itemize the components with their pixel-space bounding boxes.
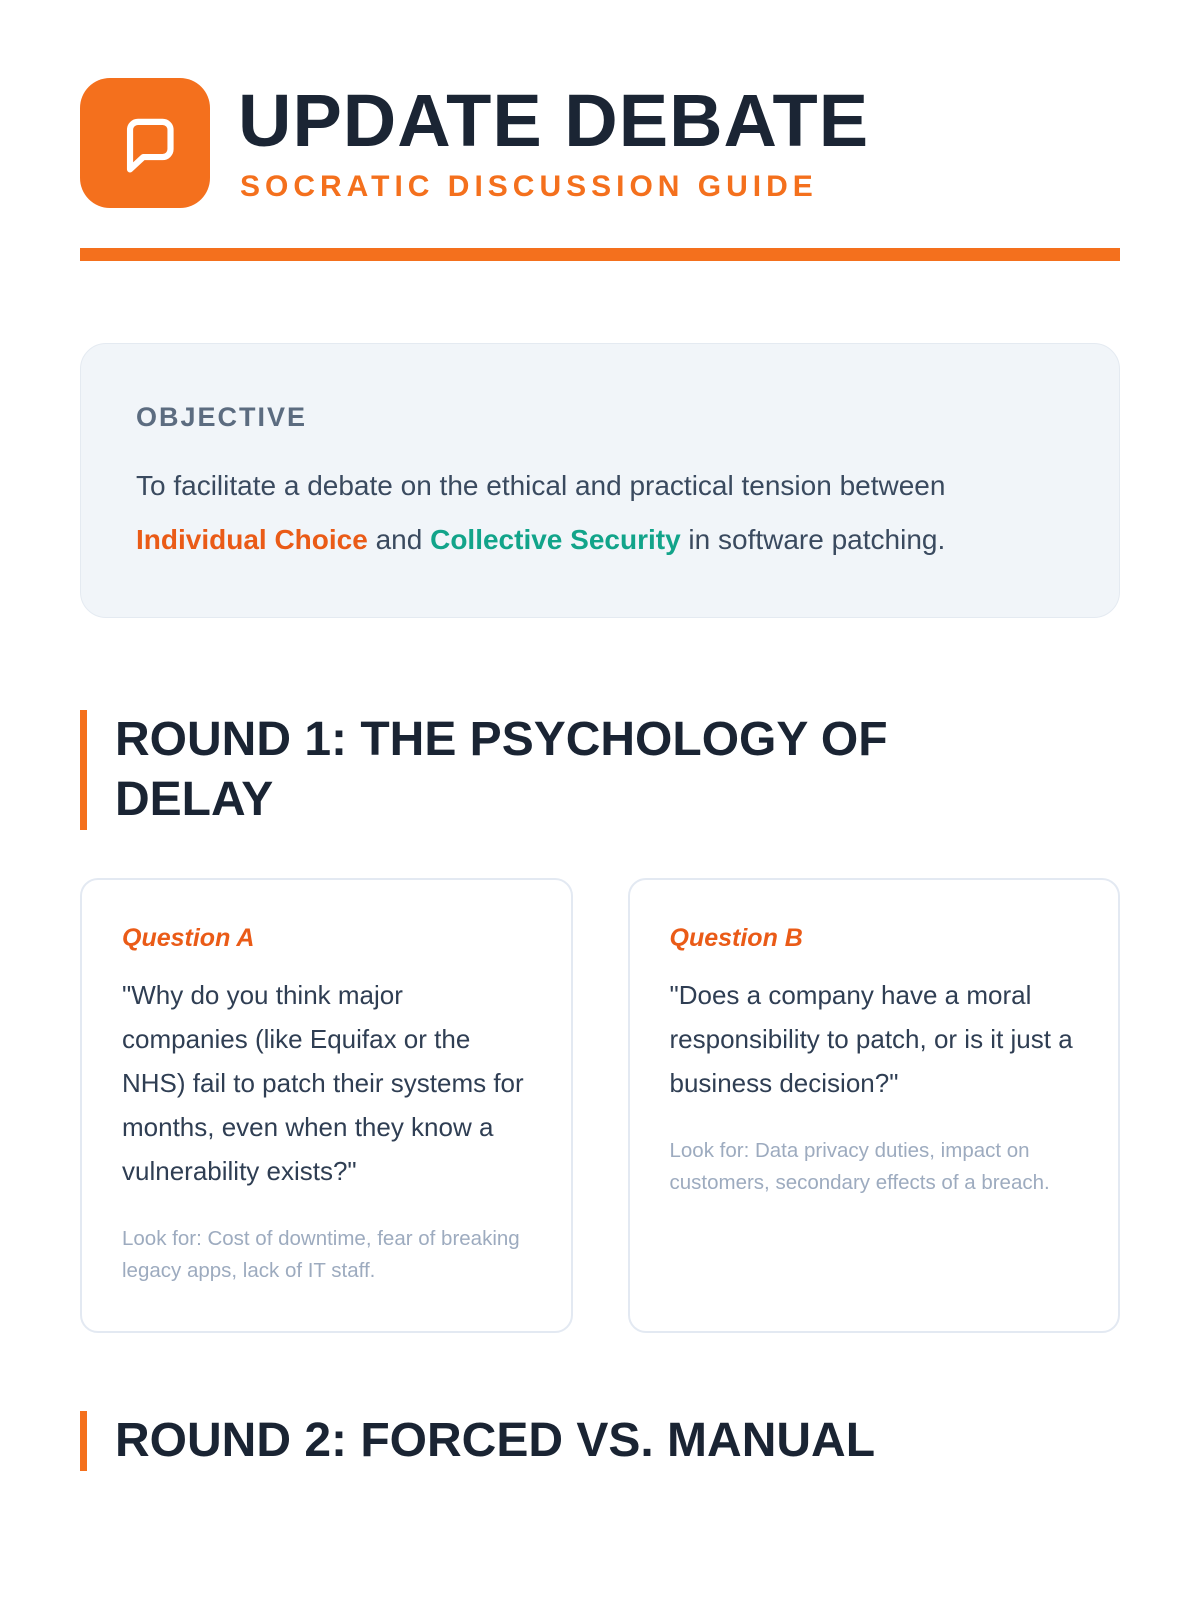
question-b-quote: "Does a company have a moral responsibility to patch, or is it just a business decision?" xyxy=(669,979,1073,1098)
page-subtitle: SOCRATIC DISCUSSION GUIDE xyxy=(240,170,818,203)
logo xyxy=(80,78,210,208)
brand-text xyxy=(238,78,869,204)
header xyxy=(80,78,1120,208)
round-1-cards xyxy=(80,878,1120,1333)
question-a-label: Question A xyxy=(122,923,255,952)
question-card-b xyxy=(628,878,1121,1333)
chat-bubble-icon xyxy=(101,99,189,187)
round-1-heading: ROUND 1: THE PSYCHOLOGY OF DELAY xyxy=(80,710,1000,830)
objective-heading: OBJECTIVE xyxy=(136,402,308,432)
divider-rule xyxy=(80,248,1120,261)
page-title: UPDATE DEBATE xyxy=(238,79,870,162)
round-2-heading: ROUND 2: FORCED VS. MANUAL xyxy=(80,1411,1000,1471)
objective-panel xyxy=(80,343,1120,618)
highlight-individual-choice: Individual Choice xyxy=(136,523,368,555)
question-b-look-for: Look for: Data privacy duties, impact on customers, secondary effects of a breach. xyxy=(669,1139,1050,1194)
highlight-collective-security: Collective Security xyxy=(430,523,681,555)
question-card-a xyxy=(80,878,573,1333)
question-b-label: Question B xyxy=(669,923,803,952)
objective-text-after: in software patching. xyxy=(680,523,946,555)
question-a-look-for: Look for: Cost of downtime, fear of breaking legacy apps, lack of IT staff. xyxy=(122,1227,520,1283)
question-a-quote: "Why do you think major companies (like Equifax or the NHS) fail to patch their systems for months, even when they know a vulnerability exists?" xyxy=(122,979,524,1187)
objective-text xyxy=(136,459,1064,567)
objective-text-before: To facilitate a debate on the ethical and practical tension between xyxy=(136,470,946,501)
objective-text-mid: and xyxy=(367,523,431,555)
